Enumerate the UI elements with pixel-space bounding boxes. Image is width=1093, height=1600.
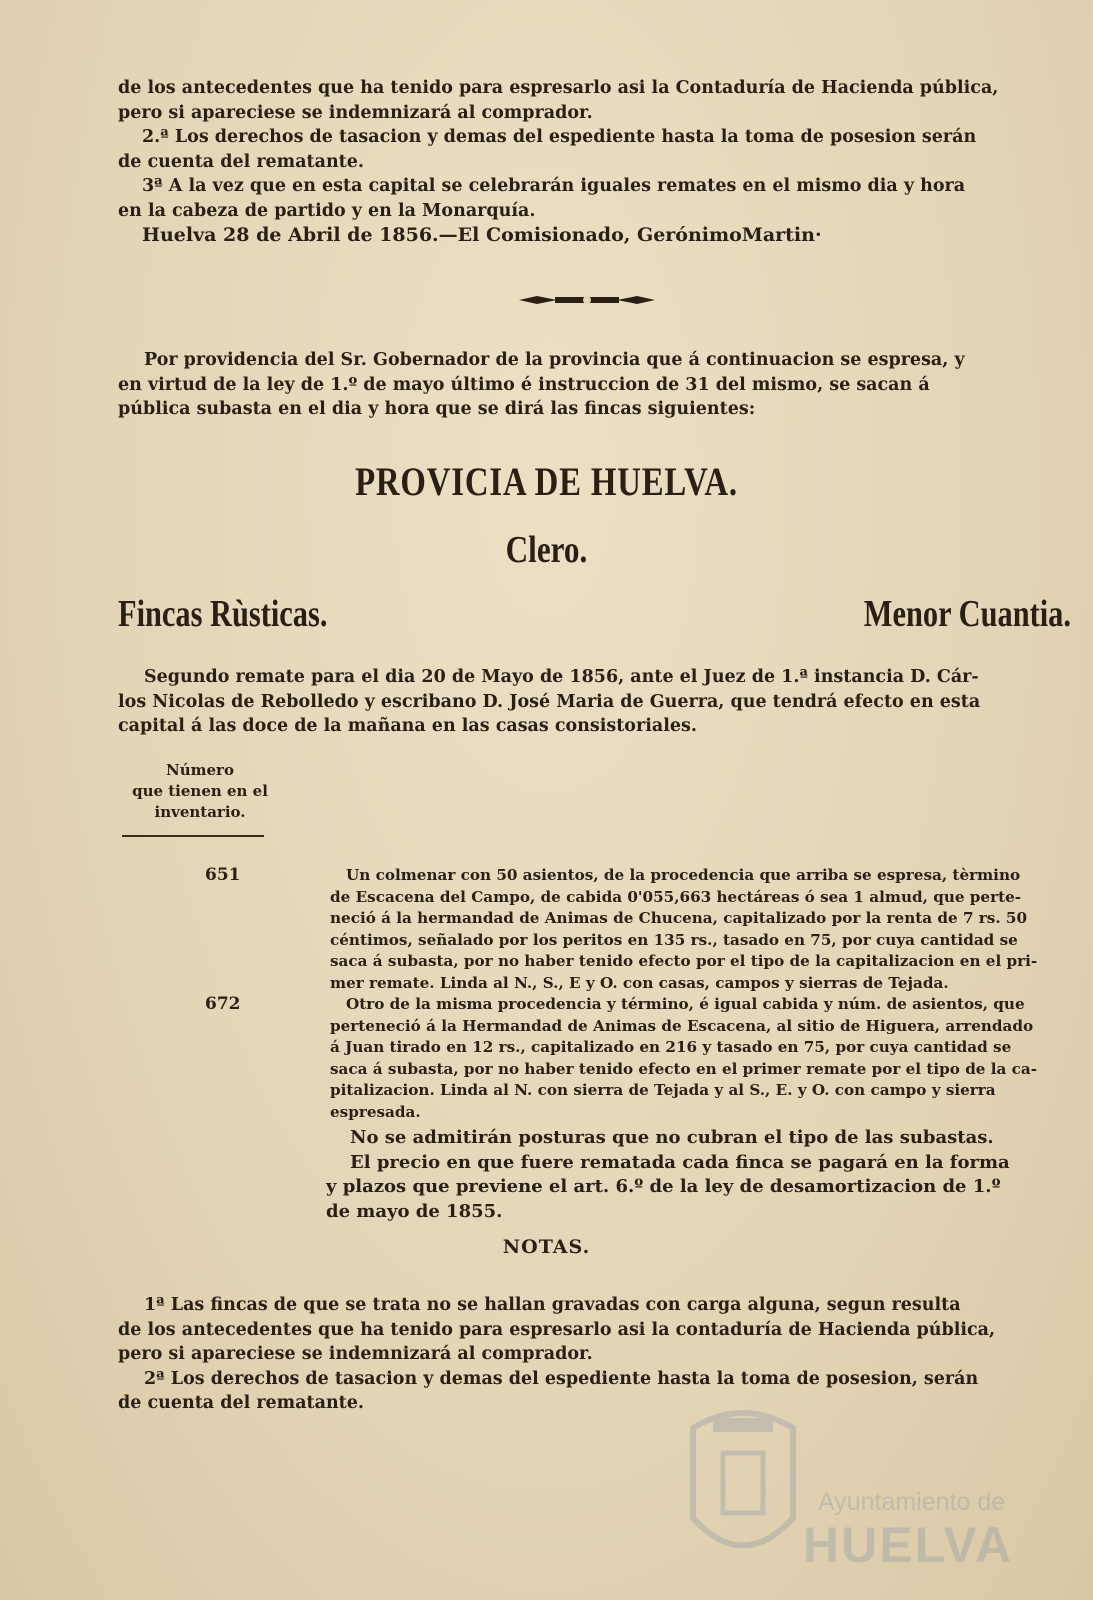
text-line: en la cabeza de partido y en la Monarquía. xyxy=(118,200,536,221)
text-line: 2ª Los derechos de tasacion y demas del espediente hasta la toma de posesion, serán xyxy=(144,1368,979,1389)
signature-line: Huelva 28 de Abril de 1856.—El Comisionado, GerónimoMartin· xyxy=(142,224,822,246)
text-line: en virtud de la ley de 1.º de mayo último é instruccion de 31 del mismo, se sacan á xyxy=(118,374,930,395)
text-line: espresada. xyxy=(330,1102,421,1121)
inventory-item xyxy=(330,865,1072,994)
text-line: El precio en que fuere rematada cada finca se pagará en la forma xyxy=(350,1151,1010,1173)
text-line: Segundo remate para el dia 20 de Mayo de 1856, ante el Juez de 1.ª instancia D. Cár- xyxy=(144,667,979,687)
notas-heading: NOTAS. xyxy=(502,1236,591,1258)
top-paragraph xyxy=(118,76,1052,248)
fincas-rusticas-heading: Fincas Rùsticas. xyxy=(118,593,328,635)
text-line: 3ª A la vez que en esta capital se celebrarán iguales remates en el mismo dia y hora xyxy=(142,176,966,196)
text-line: pitalizacion. Linda al N. con sierra de Tejada y al S., E. y O. con campo y sierra xyxy=(330,1081,996,1099)
text-line: 1ª Las fincas de que se trata no se hallan gravadas con carga alguna, segun resulta xyxy=(144,1295,961,1315)
menor-cuantia-heading: Menor Cuantia. xyxy=(863,593,1071,635)
text-line: saca á subasta, por no haber tenido efecto en el primer remate por el tipo de la ca- xyxy=(330,1059,1038,1078)
archive-watermark xyxy=(683,1388,1013,1588)
text-line: de los antecedentes que ha tenido para espresarlo asi la contaduría de Hacienda pública, xyxy=(118,1319,996,1340)
header-line: inventario. xyxy=(154,803,246,821)
clero-heading: Clero. xyxy=(505,529,588,571)
text-line: á Juan tirado en 12 rs., capitalizado en 216 y tasado en 75, por cuya cantidad se xyxy=(330,1038,1012,1056)
intro-paragraph xyxy=(118,348,1052,422)
text-line: Por providencia del Sr. Gobernador de la provincia que á continuacion se espresa, y xyxy=(144,350,965,370)
text-line: de mayo de 1855. xyxy=(326,1200,503,1222)
text-line: saca á subasta, por no haber tenido efecto por el tipo de la capitalizacion en el pri- xyxy=(330,952,1038,970)
inventory-number: 672 xyxy=(205,994,241,1014)
text-line: Otro de la misma procedencia y término, é igual cabida y núm. de asientos, que xyxy=(346,995,1025,1013)
text-line: capital á las doce de la mañana en las casas consistoriales. xyxy=(118,716,697,736)
ornament-divider xyxy=(517,293,657,307)
remate-paragraph xyxy=(118,665,1052,739)
text-line: neció á la hermandad de Animas de Chucena, capitalizado por la renta de 7 rs. 50 xyxy=(330,909,1028,927)
text-line: mer remate. Linda al N., S., E y O. con casas, campos y sierras de Tejada. xyxy=(330,973,949,992)
text-line: y plazos que previene el art. 6.º de la ley de desamortizacion de 1.º xyxy=(326,1176,1001,1197)
inventory-column-header xyxy=(120,760,280,823)
watermark-line2: HUELVA xyxy=(803,1517,1014,1573)
province-heading: PROVICIA DE HUELVA. xyxy=(355,459,738,504)
text-line: los Nicolas de Rebolledo y escribano D. José Maria de Guerra, que tendrá efecto en esta xyxy=(118,691,981,712)
text-line: 2.ª Los derechos de tasacion y demas del espediente hasta la toma de posesion serán xyxy=(142,127,977,147)
text-line: No se admitirán posturas que no cubran el tipo de las subastas. xyxy=(350,1127,994,1148)
text-line: pero si apareciese se indemnizará al comprador. xyxy=(118,102,593,123)
text-line: de cuenta del rematante. xyxy=(118,151,364,172)
text-line: de los antecedentes que ha tenido para espresarlo asi la Contaduría de Hacienda pública, xyxy=(118,78,999,98)
watermark-line1: Ayuntamiento de xyxy=(818,1488,1006,1516)
inventory-number: 651 xyxy=(205,865,241,885)
posturas-paragraph xyxy=(326,1126,1072,1224)
text-line: pero si apareciese se indemnizará al comprador. xyxy=(118,1344,593,1364)
text-line: Un colmenar con 50 asientos, de la procedencia que arriba se espresa, tèrmino xyxy=(346,866,1021,884)
header-line: que tienen en el xyxy=(132,782,268,800)
text-line: céntimos, señalado por los peritos en 135 rs., tasado en 75, por cuya cantidad se xyxy=(330,930,1018,949)
text-line: de cuenta del rematante. xyxy=(118,1393,364,1413)
inventory-item xyxy=(330,994,1072,1123)
text-line: perteneció á la Hermandad de Animas de Escacena, al sitio de Higuera, arrendado xyxy=(330,1016,1034,1035)
text-line: pública subasta en el dia y hora que se dirá las fincas siguientes: xyxy=(118,399,756,419)
header-rule xyxy=(122,835,264,837)
header-line: Número xyxy=(166,761,234,779)
coat-of-arms-icon xyxy=(683,1398,803,1578)
text-line: de Escacena del Campo, de cabida 0'055,663 hectáreas ó sea 1 almud, que perte- xyxy=(330,887,1022,906)
